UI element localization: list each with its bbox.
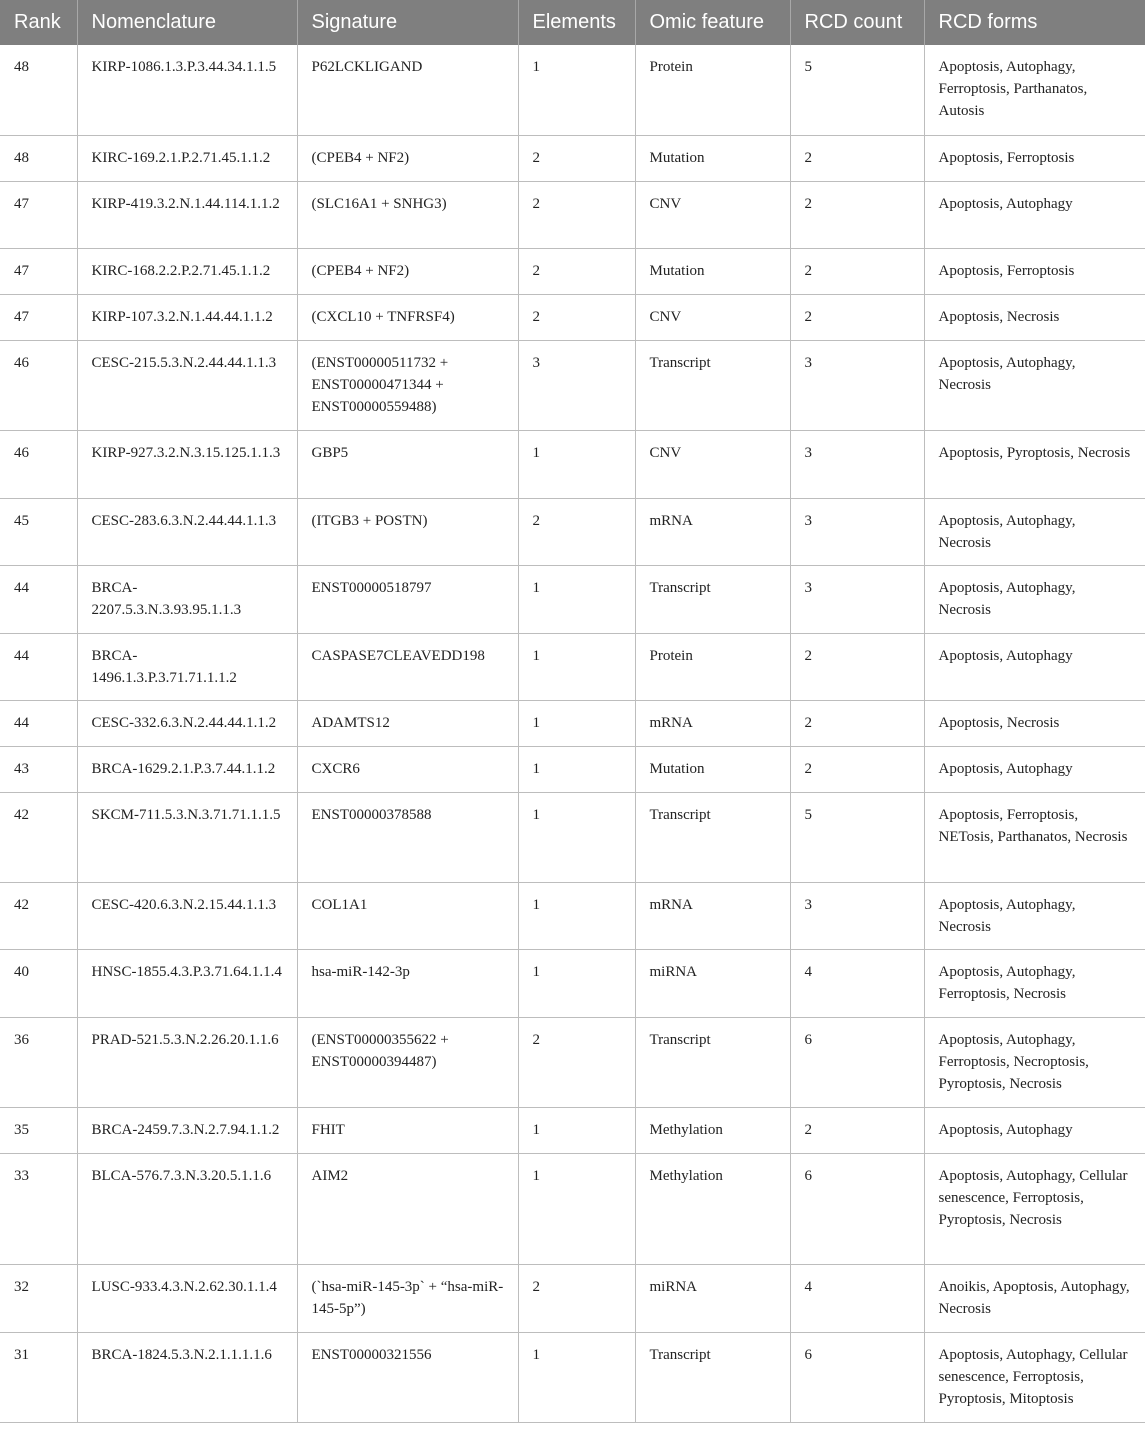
rcd-count-cell: 6 <box>790 1153 924 1264</box>
omic-feature-cell: CNV <box>635 430 790 498</box>
rcd-forms-cell: Apoptosis, Ferroptosis, NETosis, Parthanatos, Necrosis <box>924 792 1145 882</box>
signature-cell: (CPEB4 + NF2) <box>297 135 518 181</box>
signature-cell: ENST00000378588 <box>297 792 518 882</box>
rcd-count-cell: 3 <box>790 882 924 949</box>
table-row <box>0 882 1145 949</box>
nomenclature-cell: KIRC-168.2.2.P.2.71.45.1.1.2 <box>77 248 297 294</box>
omic-feature-cell: Mutation <box>635 248 790 294</box>
rcd-forms-cell: Anoikis, Apoptosis, Autophagy, Necrosis <box>924 1264 1145 1332</box>
table-row <box>0 633 1145 700</box>
omic-feature-cell: Protein <box>635 633 790 700</box>
nomenclature-cell: KIRP-107.3.2.N.1.44.44.1.1.2 <box>77 294 297 340</box>
rcd-count-cell: 6 <box>790 1017 924 1107</box>
rcd-forms-cell: Apoptosis, Ferroptosis <box>924 248 1145 294</box>
rank-cell: 48 <box>0 45 77 135</box>
column-header-rank[interactable]: Rank <box>0 0 77 45</box>
omic-feature-cell: CNV <box>635 294 790 340</box>
table-row <box>0 746 1145 792</box>
signature-cell: (ITGB3 + POSTN) <box>297 498 518 565</box>
table-row <box>0 45 1145 135</box>
elements-cell: 1 <box>518 746 635 792</box>
rcd-count-cell: 3 <box>790 498 924 565</box>
nomenclature-cell: BRCA-1629.2.1.P.3.7.44.1.1.2 <box>77 746 297 792</box>
nomenclature-cell: KIRC-169.2.1.P.2.71.45.1.1.2 <box>77 135 297 181</box>
column-header-rcd-forms[interactable]: RCD forms <box>924 0 1145 45</box>
rcd-count-cell: 2 <box>790 633 924 700</box>
rank-cell: 42 <box>0 882 77 949</box>
nomenclature-cell: KIRP-1086.1.3.P.3.44.34.1.1.5 <box>77 45 297 135</box>
elements-cell: 1 <box>518 633 635 700</box>
elements-cell: 1 <box>518 792 635 882</box>
rank-cell: 47 <box>0 248 77 294</box>
rank-cell: 42 <box>0 792 77 882</box>
nomenclature-cell: BRCA-1824.5.3.N.2.1.1.1.1.6 <box>77 1332 297 1422</box>
nomenclature-cell: BRCA-2207.5.3.N.3.93.95.1.1.3 <box>77 565 297 633</box>
elements-cell: 2 <box>518 248 635 294</box>
table-row <box>0 1264 1145 1332</box>
elements-cell: 1 <box>518 949 635 1017</box>
omic-feature-cell: Protein <box>635 45 790 135</box>
rcd-forms-cell: Apoptosis, Autophagy, Ferroptosis, Parthanatos, Autosis <box>924 45 1145 135</box>
nomenclature-cell: CESC-332.6.3.N.2.44.44.1.1.2 <box>77 700 297 746</box>
signature-cell: ENST00000518797 <box>297 565 518 633</box>
rcd-forms-cell: Apoptosis, Autophagy, Ferroptosis, Necroptosis, Pyroptosis, Necrosis <box>924 1017 1145 1107</box>
nomenclature-cell: BLCA-576.7.3.N.3.20.5.1.1.6 <box>77 1153 297 1264</box>
rank-cell: 33 <box>0 1153 77 1264</box>
elements-cell: 2 <box>518 1017 635 1107</box>
rcd-count-cell: 3 <box>790 565 924 633</box>
omic-feature-cell: mRNA <box>635 700 790 746</box>
omic-feature-cell: Transcript <box>635 340 790 430</box>
rcd-forms-cell: Apoptosis, Autophagy, Cellular senescence, Ferroptosis, Pyroptosis, Necrosis <box>924 1153 1145 1264</box>
rank-cell: 46 <box>0 340 77 430</box>
table-row <box>0 700 1145 746</box>
omic-feature-cell: miRNA <box>635 949 790 1017</box>
rcd-forms-cell: Apoptosis, Necrosis <box>924 294 1145 340</box>
rank-cell: 35 <box>0 1107 77 1153</box>
signature-cell: ENST00000321556 <box>297 1332 518 1422</box>
column-header-omic-feature[interactable]: Omic feature <box>635 0 790 45</box>
rcd-count-cell: 2 <box>790 294 924 340</box>
elements-cell: 1 <box>518 430 635 498</box>
nomenclature-cell: KIRP-419.3.2.N.1.44.114.1.1.2 <box>77 181 297 248</box>
nomenclature-cell: SKCM-711.5.3.N.3.71.71.1.1.5 <box>77 792 297 882</box>
rcd-count-cell: 6 <box>790 1332 924 1422</box>
rcd-count-cell: 2 <box>790 746 924 792</box>
omic-feature-cell: mRNA <box>635 882 790 949</box>
elements-cell: 2 <box>518 1264 635 1332</box>
rcd-count-cell: 5 <box>790 45 924 135</box>
nomenclature-cell: LUSC-933.4.3.N.2.62.30.1.1.4 <box>77 1264 297 1332</box>
elements-cell: 1 <box>518 565 635 633</box>
table-row <box>0 1153 1145 1264</box>
rcd-count-cell: 4 <box>790 1264 924 1332</box>
elements-cell: 3 <box>518 340 635 430</box>
signature-cell: (ENST00000511732 + ENST00000471344 + ENST00000559488) <box>297 340 518 430</box>
table-row <box>0 430 1145 498</box>
rcd-count-cell: 5 <box>790 792 924 882</box>
nomenclature-cell: CESC-283.6.3.N.2.44.44.1.1.3 <box>77 498 297 565</box>
omic-feature-cell: Methylation <box>635 1107 790 1153</box>
table-row <box>0 949 1145 1017</box>
omic-feature-cell: Mutation <box>635 746 790 792</box>
rcd-forms-cell: Apoptosis, Autophagy <box>924 633 1145 700</box>
signature-cell: FHIT <box>297 1107 518 1153</box>
table-row <box>0 294 1145 340</box>
rank-cell: 36 <box>0 1017 77 1107</box>
table-row <box>0 1017 1145 1107</box>
header-row <box>0 0 1145 45</box>
omic-feature-cell: miRNA <box>635 1264 790 1332</box>
signature-cell: GBP5 <box>297 430 518 498</box>
table-row <box>0 1107 1145 1153</box>
signature-cell: AIM2 <box>297 1153 518 1264</box>
table-row <box>0 135 1145 181</box>
omic-feature-cell: Mutation <box>635 135 790 181</box>
signature-cell: (SLC16A1 + SNHG3) <box>297 181 518 248</box>
nomenclature-cell: PRAD-521.5.3.N.2.26.20.1.1.6 <box>77 1017 297 1107</box>
nomenclature-cell: CESC-215.5.3.N.2.44.44.1.1.3 <box>77 340 297 430</box>
omic-feature-cell: CNV <box>635 181 790 248</box>
nomenclature-cell: BRCA-2459.7.3.N.2.7.94.1.1.2 <box>77 1107 297 1153</box>
omic-feature-cell: Methylation <box>635 1153 790 1264</box>
omic-feature-cell: Transcript <box>635 1332 790 1422</box>
column-header-signature[interactable]: Signature <box>297 0 518 45</box>
rcd-forms-cell: Apoptosis, Autophagy, Necrosis <box>924 565 1145 633</box>
omic-feature-cell: Transcript <box>635 792 790 882</box>
table-body <box>0 45 1145 1422</box>
signature-cell: P62LCKLIGAND <box>297 45 518 135</box>
table-row <box>0 248 1145 294</box>
rank-cell: 31 <box>0 1332 77 1422</box>
rcd-forms-cell: Apoptosis, Autophagy <box>924 181 1145 248</box>
rank-cell: 47 <box>0 294 77 340</box>
nomenclature-cell: KIRP-927.3.2.N.3.15.125.1.1.3 <box>77 430 297 498</box>
rank-cell: 44 <box>0 565 77 633</box>
signature-cell: CASPASE7CLEAVEDD198 <box>297 633 518 700</box>
omic-feature-cell: Transcript <box>635 1017 790 1107</box>
omic-feature-cell: Transcript <box>635 565 790 633</box>
elements-cell: 1 <box>518 45 635 135</box>
rcd-count-cell: 2 <box>790 1107 924 1153</box>
elements-cell: 1 <box>518 1332 635 1422</box>
rank-cell: 47 <box>0 181 77 248</box>
rcd-forms-cell: Apoptosis, Autophagy <box>924 746 1145 792</box>
rcd-count-cell: 2 <box>790 248 924 294</box>
column-header-rcd-count[interactable]: RCD count <box>790 0 924 45</box>
elements-cell: 1 <box>518 882 635 949</box>
signature-cell: (`hsa-miR-145-3p` + “hsa-miR-145-5p”) <box>297 1264 518 1332</box>
rcd-forms-cell: Apoptosis, Autophagy, Necrosis <box>924 340 1145 430</box>
table-row <box>0 792 1145 882</box>
elements-cell: 2 <box>518 294 635 340</box>
nomenclature-cell: BRCA-1496.1.3.P.3.71.71.1.1.2 <box>77 633 297 700</box>
rank-cell: 32 <box>0 1264 77 1332</box>
nomenclature-cell: CESC-420.6.3.N.2.15.44.1.1.3 <box>77 882 297 949</box>
elements-cell: 2 <box>518 498 635 565</box>
rank-cell: 44 <box>0 633 77 700</box>
rcd-forms-cell: Apoptosis, Autophagy <box>924 1107 1145 1153</box>
elements-cell: 2 <box>518 181 635 248</box>
rcd-forms-cell: Apoptosis, Autophagy, Ferroptosis, Necrosis <box>924 949 1145 1017</box>
rcd-forms-cell: Apoptosis, Autophagy, Necrosis <box>924 882 1145 949</box>
rcd-forms-cell: Apoptosis, Autophagy, Cellular senescence, Ferroptosis, Pyroptosis, Mitoptosis <box>924 1332 1145 1422</box>
signature-cell: CXCR6 <box>297 746 518 792</box>
column-header-nomenclature[interactable]: Nomenclature <box>77 0 297 45</box>
table-row <box>0 1332 1145 1422</box>
elements-cell: 1 <box>518 1107 635 1153</box>
signature-cell: (CPEB4 + NF2) <box>297 248 518 294</box>
rank-cell: 44 <box>0 700 77 746</box>
elements-cell: 1 <box>518 1153 635 1264</box>
rcd-count-cell: 4 <box>790 949 924 1017</box>
nomenclature-cell: HNSC-1855.4.3.P.3.71.64.1.1.4 <box>77 949 297 1017</box>
rank-cell: 45 <box>0 498 77 565</box>
rcd-forms-cell: Apoptosis, Autophagy, Necrosis <box>924 498 1145 565</box>
table-row <box>0 565 1145 633</box>
rcd-forms-cell: Apoptosis, Pyroptosis, Necrosis <box>924 430 1145 498</box>
column-header-elements[interactable]: Elements <box>518 0 635 45</box>
rcd-forms-cell: Apoptosis, Ferroptosis <box>924 135 1145 181</box>
rcd-count-cell: 2 <box>790 135 924 181</box>
table-row <box>0 181 1145 248</box>
elements-cell: 2 <box>518 135 635 181</box>
rank-cell: 43 <box>0 746 77 792</box>
rank-cell: 46 <box>0 430 77 498</box>
rank-cell: 48 <box>0 135 77 181</box>
table-header <box>0 0 1145 45</box>
elements-cell: 1 <box>518 700 635 746</box>
omic-feature-cell: mRNA <box>635 498 790 565</box>
rcd-count-cell: 2 <box>790 181 924 248</box>
rcd-count-cell: 2 <box>790 700 924 746</box>
rcd-count-cell: 3 <box>790 340 924 430</box>
signature-cell: COL1A1 <box>297 882 518 949</box>
rcd-count-cell: 3 <box>790 430 924 498</box>
signature-cell: (ENST00000355622 + ENST00000394487) <box>297 1017 518 1107</box>
rank-cell: 40 <box>0 949 77 1017</box>
rcd-forms-cell: Apoptosis, Necrosis <box>924 700 1145 746</box>
table-row <box>0 340 1145 430</box>
signature-cell: hsa-miR-142-3p <box>297 949 518 1017</box>
signature-cell: ADAMTS12 <box>297 700 518 746</box>
signature-cell: (CXCL10 + TNFRSF4) <box>297 294 518 340</box>
table-row <box>0 498 1145 565</box>
